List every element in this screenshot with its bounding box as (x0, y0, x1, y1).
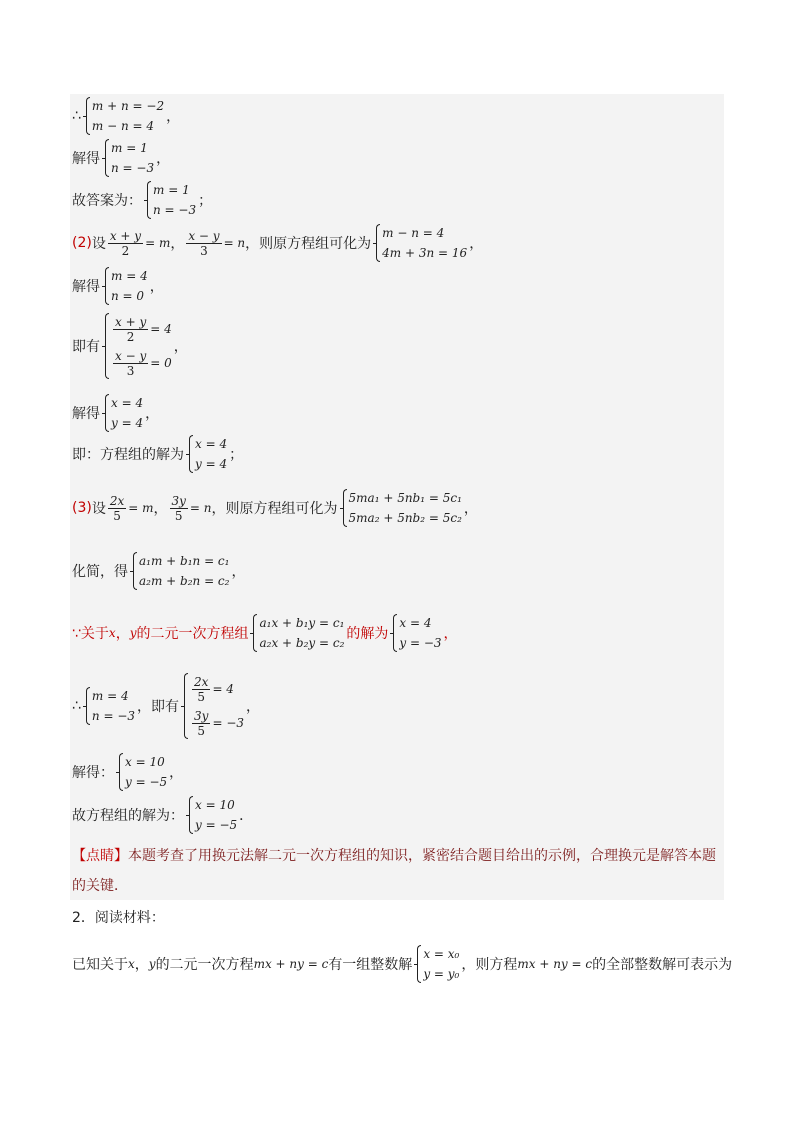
step-label: 故答案为： (72, 193, 142, 209)
brace-icon (83, 686, 89, 726)
equation-line: 5ma₂ + 5nb₂ = 5c₂ (348, 511, 462, 525)
question-2-text (72, 944, 732, 984)
equation-line (111, 312, 172, 346)
equation-line: x = 10 (195, 798, 235, 812)
step-simplify (72, 551, 245, 591)
part-2-substitution (72, 223, 483, 263)
step-label: 故方程组的解为： (72, 808, 184, 824)
text: 的二元一次方程组 (136, 626, 249, 642)
punctuation: ， (463, 501, 478, 517)
part-number: (3) (72, 500, 92, 516)
equation: mx + ny = c (253, 957, 329, 971)
brace-icon (414, 944, 420, 984)
equation-line: m = 4 (111, 269, 148, 283)
numerator: 3y (171, 493, 186, 508)
equation-system (102, 312, 172, 380)
punctuation: ， (170, 236, 185, 252)
equation-line: a₁m + b₁n = c₁ (139, 554, 230, 568)
punctuation: ， (166, 109, 181, 125)
equation-system (181, 672, 244, 740)
equation-line: m = 1 (111, 141, 148, 155)
step-label: 解得： (72, 765, 114, 781)
step-therefore-system (72, 96, 180, 136)
punctuation: ， (145, 406, 160, 422)
fraction (108, 229, 143, 258)
punctuation: ， (134, 957, 149, 973)
punctuation: ， (169, 765, 184, 781)
denominator: 3 (126, 363, 135, 378)
equation-line: x = 10 (125, 755, 165, 769)
numerator: x + y (115, 314, 147, 329)
comment-line-2 (72, 875, 128, 895)
step-label: 解得 (72, 279, 100, 295)
equation-line: a₂m + b₂n = c₂ (139, 574, 230, 588)
text: ，则方程 (461, 957, 518, 973)
punctuation: ， (246, 699, 261, 715)
math: = n (223, 236, 246, 250)
equation-system (186, 795, 237, 835)
text: ，则原方程组可化为 (211, 501, 338, 517)
denominator: 3 (200, 243, 208, 258)
text: 的解为 (346, 626, 389, 642)
equation-line: a₂x + b₂y = c₂ (259, 636, 345, 650)
brace-icon (373, 223, 379, 263)
numerator: x − y (188, 228, 220, 243)
brace-icon (102, 138, 108, 178)
equation-line: x = 4 (111, 396, 144, 410)
brace-icon (186, 795, 192, 835)
step-solve-xy (72, 393, 159, 433)
equation-system (340, 488, 462, 528)
equation-line (190, 672, 244, 706)
fraction (192, 709, 210, 738)
brace-icon (250, 613, 256, 653)
comment-tag: 【点睛】 (72, 848, 128, 864)
denominator: 5 (197, 723, 206, 738)
equation-line: x = x₀ (423, 947, 460, 961)
question-title: 2．阅读材料： (72, 910, 165, 926)
equation-line: m = 4 (91, 689, 129, 703)
equation-system (390, 613, 441, 653)
punctuation: ， (115, 626, 130, 642)
brace-icon (102, 312, 108, 380)
step-label: 即：方程组的解为 (72, 447, 184, 463)
text: ∵关于 (72, 626, 109, 642)
variable: y (148, 957, 156, 971)
denominator: 2 (121, 243, 130, 258)
math: = 0 (150, 356, 172, 370)
punctuation: ， (156, 151, 171, 167)
brace-icon (181, 672, 187, 740)
equation-system (102, 266, 148, 306)
step-answer-1 (72, 180, 212, 220)
denominator: 2 (126, 329, 135, 344)
step-answer-2 (72, 434, 243, 474)
fraction (113, 349, 148, 378)
equation-system (102, 138, 154, 178)
therefore-symbol: ∴ (72, 108, 81, 124)
equation-line: m − n = 4 (91, 119, 155, 133)
text: 设 (91, 501, 106, 517)
equation-system (130, 551, 229, 591)
fraction (186, 229, 221, 258)
equation-system (83, 96, 164, 136)
equation-line: y = 4 (111, 416, 144, 430)
numerator: 3y (194, 708, 209, 723)
numerator: 2x (194, 674, 209, 689)
math: = m (145, 236, 171, 250)
equation-line: y = −5 (125, 775, 168, 789)
comment-text: 的关键． (72, 878, 128, 894)
equation-line: n = −3 (91, 709, 136, 723)
variable: x (108, 626, 116, 640)
numerator: 2x (109, 493, 125, 508)
equation-system (116, 752, 167, 792)
equation-line: m + n = −2 (91, 99, 165, 113)
text: 已知关于 (72, 957, 128, 973)
equation-line: n = −3 (153, 203, 197, 217)
equation-system (373, 223, 467, 263)
step-solve-mn-2 (72, 266, 164, 306)
math: = n (189, 501, 212, 515)
brace-icon (186, 434, 192, 474)
brace-icon (390, 613, 396, 653)
question-2-title (72, 907, 165, 927)
equation-system (144, 180, 196, 220)
part-number: (2) (72, 235, 92, 251)
punctuation: ． (239, 808, 254, 824)
step-solve-mn (72, 138, 170, 178)
text: 设 (91, 236, 106, 252)
fraction (192, 675, 210, 704)
punctuation: ， (153, 501, 168, 517)
step-label: 化简，得 (72, 564, 128, 580)
punctuation: ， (469, 236, 484, 252)
brace-icon (102, 266, 108, 306)
equation-line: n = 0 (111, 289, 145, 303)
equation-system (102, 393, 143, 433)
equation-line: y = 4 (195, 457, 228, 471)
step-solve-xy-3 (72, 752, 183, 792)
equation-line: y = −3 (399, 636, 442, 650)
text: 的二元一次方程 (155, 957, 254, 973)
brace-icon (102, 393, 108, 433)
fraction (113, 315, 148, 344)
comment-text: 本题考查了用换元法解二元一次方程组的知识，紧密结合题目给出的示例，合理换元是解答本题 (128, 848, 716, 864)
equation-line: 5ma₁ + 5nb₁ = 5c₁ (348, 491, 462, 505)
equation-line: m = 1 (153, 183, 190, 197)
equation-line: m − n = 4 (382, 226, 445, 240)
brace-icon (130, 551, 136, 591)
equation-line: n = −3 (111, 161, 155, 175)
brace-icon (144, 180, 150, 220)
step-label: 解得 (72, 151, 100, 167)
step-therefore-fraction (72, 672, 260, 740)
equation-line: a₁x + b₁y = c₁ (259, 616, 345, 630)
brace-icon (83, 96, 89, 136)
punctuation: ， (173, 339, 188, 355)
therefore-symbol: ∴ (72, 698, 81, 714)
equation-system (83, 686, 135, 726)
math: = m (128, 501, 154, 515)
equation-system (250, 613, 344, 653)
punctuation: ， (443, 626, 458, 642)
fraction (108, 494, 126, 523)
math: = 4 (212, 682, 234, 696)
punctuation: ； (229, 447, 244, 463)
fraction (170, 494, 188, 523)
equation-line (111, 346, 172, 380)
denominator: 5 (113, 508, 121, 523)
brace-icon (340, 488, 346, 528)
brace-icon (116, 752, 122, 792)
variable: y (129, 626, 137, 640)
equation-line (190, 706, 244, 740)
text: ，则原方程组可化为 (245, 236, 372, 252)
numerator: x + y (109, 228, 142, 243)
variable: x (128, 957, 135, 971)
text: ，即有 (137, 699, 180, 715)
punctuation: ； (198, 193, 213, 209)
step-label: 解得 (72, 406, 100, 422)
equation-system (186, 434, 227, 474)
math: = 4 (150, 322, 172, 336)
step-given-solution (72, 613, 458, 653)
text: 的全部整数解可表示为 (592, 957, 733, 973)
equation-line: x = 4 (399, 616, 432, 630)
part-3-substitution (72, 488, 478, 528)
punctuation: ， (231, 564, 246, 580)
equation-line: 4m + 3n = 16 (382, 246, 468, 260)
equation: mx + ny = c (517, 957, 593, 971)
comment-line-1 (72, 845, 716, 865)
equation-system (414, 944, 459, 984)
numerator: x − y (115, 348, 147, 363)
denominator: 5 (174, 508, 183, 523)
step-label: 即有 (72, 339, 100, 355)
equation-line: x = 4 (195, 437, 228, 451)
step-answer-3 (72, 795, 253, 835)
step-fraction-system (72, 312, 188, 380)
math: = −3 (212, 716, 245, 730)
equation-line: y = y₀ (423, 967, 460, 981)
denominator: 5 (197, 689, 206, 704)
punctuation: ， (149, 279, 164, 295)
text: 有一组整数解 (328, 957, 413, 973)
equation-line: y = −5 (195, 818, 238, 832)
